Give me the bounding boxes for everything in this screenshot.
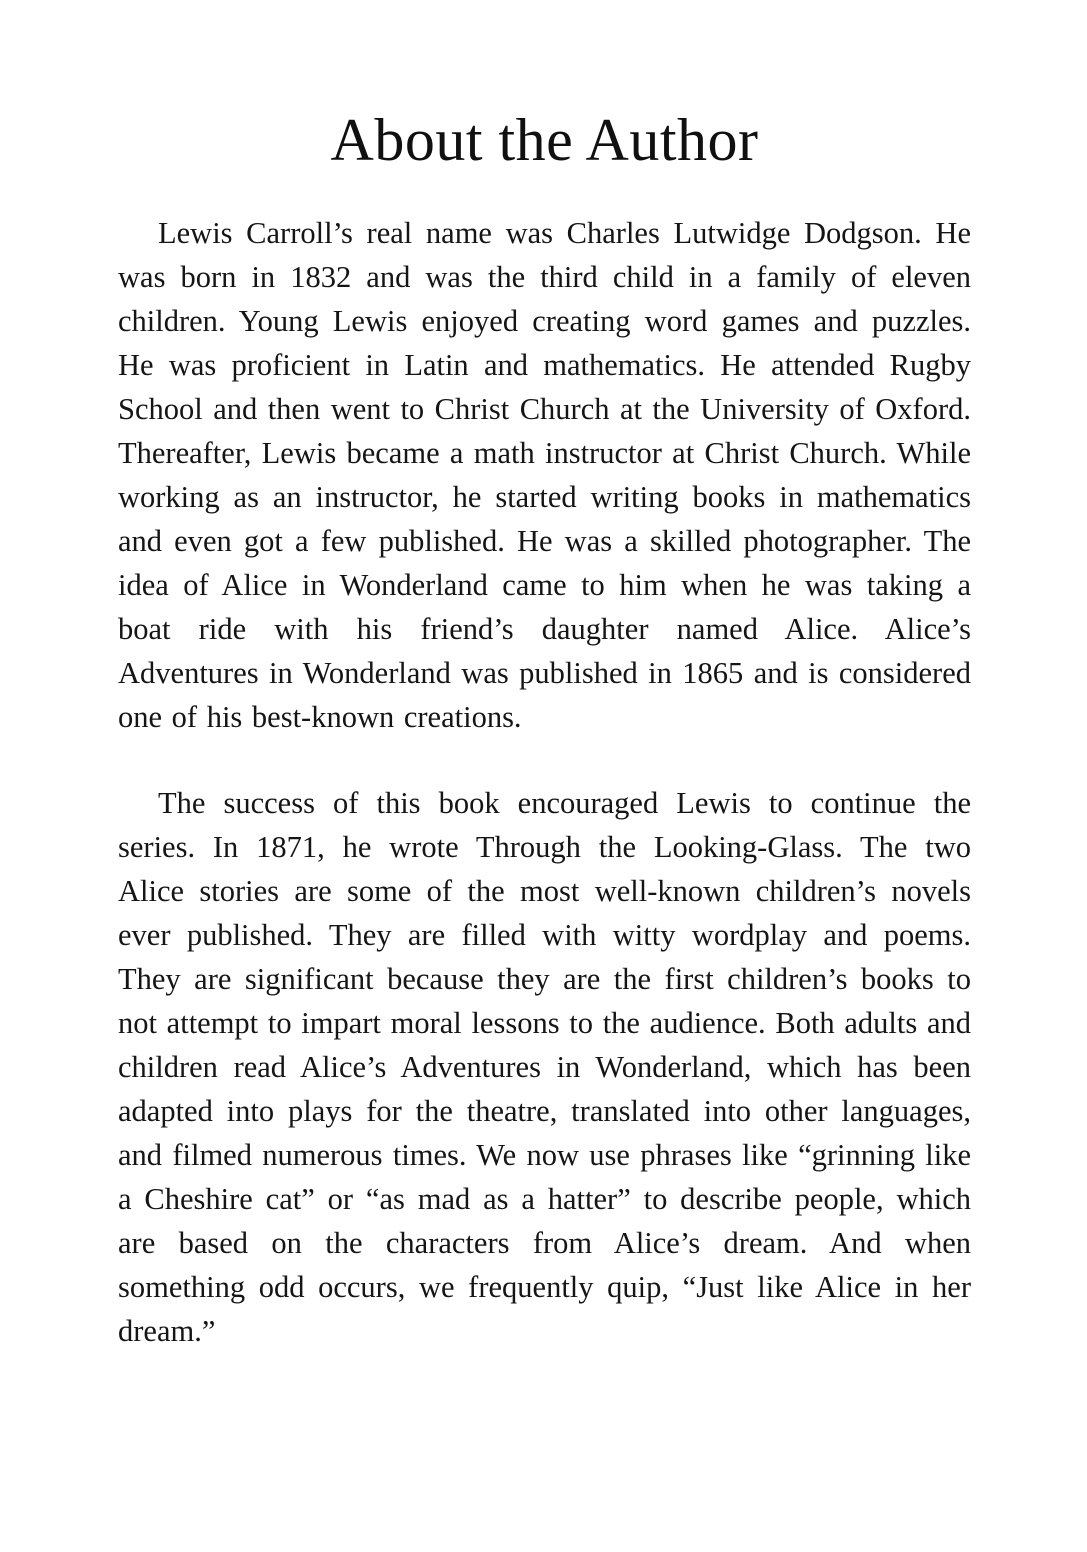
paragraph-author-bio: Lewis Carroll’s real name was Charles Lutwidge Dodgson. He was born in 1832 and was the third child in a family of eleven children. Young Lewis enjoyed creating word games and puzzles. He was proficient in Latin and mathematics. He attended Rugby School and then went to Christ Church at the University of Oxford. Thereafter, Lewis became a math instructor at Christ Church. While working as an instructor, he started writing books in mathematics and even got a few published. He was a skilled photographer. The idea of Alice in Wonderland came to him when he was taking a boat ride with his friend’s daughter named Alice. Alice’s Adventures in Wonderland was published in 1865 and is considered one of his best-known creations. bbox=[118, 216, 971, 734]
page-title: About the Author bbox=[330, 107, 759, 173]
paragraph-book-legacy: The success of this book encouraged Lewis to continue the series. In 1871, he wrote Through the Looking-Glass. The two Alice stories are some of the most well-known children’s novels ever published. They are filled with witty wordplay and poems. They are significant because they are the first children’s books to not attempt to impart moral lessons to the audience. Both adults and children read Alice’s Adventures in Wonderland, which has been adapted into plays for the theatre, translated into other languages, and filmed numerous times. We now use phrases like “grinning like a Cheshire cat” or “as mad as a hatter” to describe people, which are based on the characters from Alice’s dream. And when something odd occurs, we frequently quip, “Just like Alice in her dream.” bbox=[118, 786, 971, 1348]
article-body bbox=[118, 211, 971, 1353]
